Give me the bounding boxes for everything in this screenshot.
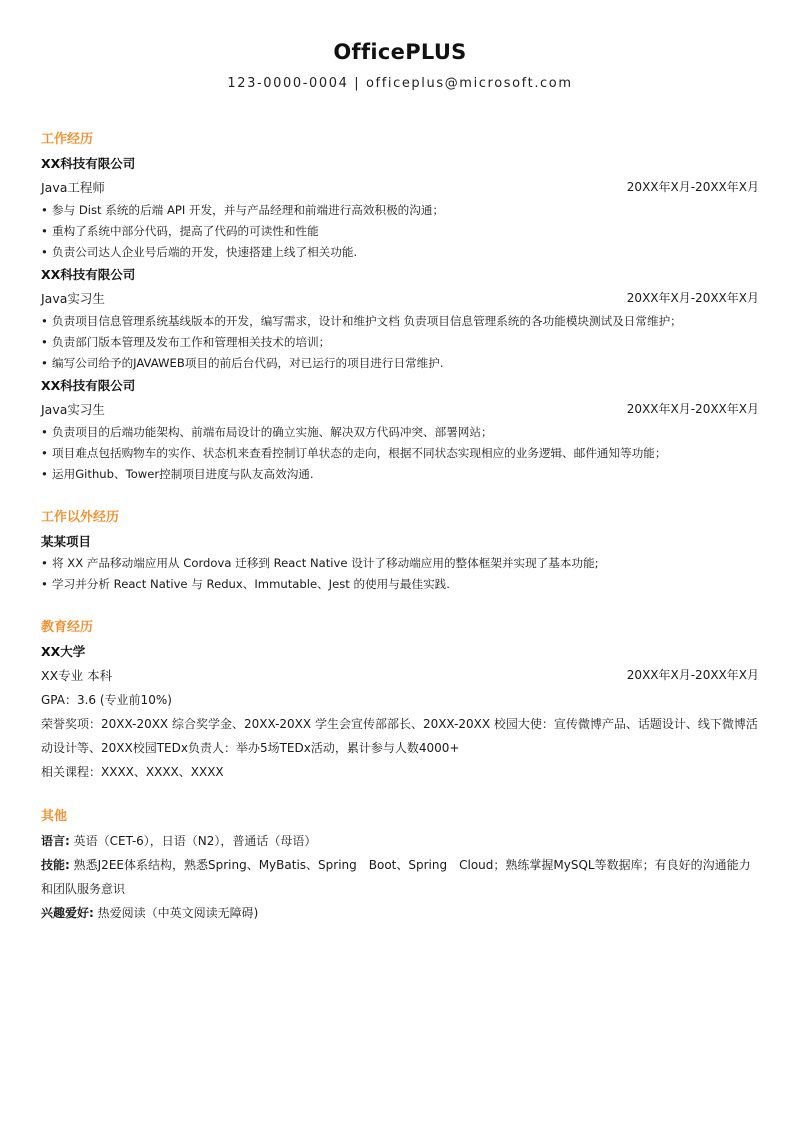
bullet-item: • 学习并分析 React Native 与 Redux、Immutable、Jest 的使用与最佳实践. xyxy=(41,577,450,591)
language-value: 英语（CET-6），日语（N2），普通话（母语） xyxy=(73,834,317,848)
bullet-item: • 负责项目信息管理系统基线版本的开发，编写需求，设计和维护文档 负责项目信息管理系统的各功能模块测试及日常维护； xyxy=(41,314,682,328)
skills-label: 技能: xyxy=(41,858,70,872)
job-entry xyxy=(41,263,759,374)
bullet-text: 重构了系统中部分代码，提高了代码的可读性和性能 xyxy=(52,224,319,238)
skills-block xyxy=(41,853,759,901)
job-role: Java实习生 xyxy=(41,291,105,306)
school-name: XX大学 xyxy=(41,644,86,659)
bullet-text: 将 XX 产品移动端应用从 Cordova 迁移到 React Native 设计了移动端应用的整体框架并实现了基本功能; xyxy=(52,556,599,570)
section-spacer xyxy=(41,784,759,805)
resume-content xyxy=(41,128,759,925)
bullet-item: • 运用Github、Tower控制项目进度与队友高效沟通. xyxy=(41,467,314,481)
bullet-item: • 编写公司给予的JAVAWEB项目的前后台代码，对已运行的项目进行日常维护. xyxy=(41,356,444,370)
section-title-education: 教育经历 xyxy=(41,620,94,635)
resume-name: OfficePLUS xyxy=(333,40,467,64)
bullet-item: • 参与 Dist 系统的后端 API 开发，并与产品经理和前端进行高效积极的沟通； xyxy=(41,203,445,217)
bullet-item: • 重构了系统中部分代码，提高了代码的可读性和性能 xyxy=(41,224,319,238)
job-date: 20XX年X月-20XX年X月 xyxy=(626,180,759,194)
bullet-text: 负责项目的后端功能架构、前端布局设计的确立实施、解决双方代码冲突、部署网站； xyxy=(52,425,493,439)
bullet-item: • 负责部门版本管理及发布工作和管理相关技术的培训； xyxy=(41,335,331,349)
job-date: 20XX年X月-20XX年X月 xyxy=(626,402,759,416)
job-bullets xyxy=(41,422,759,485)
section-spacer xyxy=(41,595,759,616)
project-bullets xyxy=(41,553,759,595)
bullet-text: 学习并分析 React Native 与 Redux、Immutable、Jest 的使用与最佳实践. xyxy=(52,577,450,591)
company-name: XX科技有限公司 xyxy=(41,378,136,393)
bullet-text: 运用Github、Tower控制项目进度与队友高效沟通. xyxy=(52,467,314,481)
bullet-text: 负责项目信息管理系统基线版本的开发，编写需求，设计和维护文档 负责项目信息管理系统的各功能模块测试及日常维护； xyxy=(52,314,682,328)
education-date: 20XX年X月-20XX年X月 xyxy=(626,668,759,682)
bullet-text: 项目难点包括购物车的实作、状态机来查看控制订单状态的走向，根据不同状态实现相应的业务逻辑、邮件通知等功能； xyxy=(52,446,667,460)
gpa-line: GPA：3.6 (专业前10%) xyxy=(41,693,172,707)
role-row xyxy=(41,397,759,422)
honors-text: 荣誉奖项：20XX-20XX 综合奖学金、20XX-20XX 学生会宣传部部长、20XX-20XX 校园大使：宣传微博产品、话题设计、线下微博活动设计等、20XX校园TEDx负责人：举办5场TEDx活动，累计参与人数4000+ xyxy=(41,717,758,755)
section-spacer xyxy=(41,485,759,506)
job-date: 20XX年X月-20XX年X月 xyxy=(626,291,759,305)
bullet-item: • 负责公司达人企业号后端的开发，快速搭建上线了相关功能. xyxy=(41,245,358,259)
section-title-extra: 工作以外经历 xyxy=(41,510,120,525)
bullet-text: 负责公司达人企业号后端的开发，快速搭建上线了相关功能. xyxy=(52,245,358,259)
role-row xyxy=(41,175,759,200)
bullet-item: • 将 XX 产品移动端应用从 Cordova 迁移到 React Native 设计了移动端应用的整体框架并实现了基本功能; xyxy=(41,556,599,570)
contact-line: 123-0000-0004 | officeplus@microsoft.com xyxy=(227,76,573,91)
job-entry xyxy=(41,152,759,263)
project-name: 某某项目 xyxy=(41,534,92,549)
hobby-value: 热爱阅读（中英文阅读无障碍) xyxy=(97,906,259,920)
job-entry xyxy=(41,374,759,485)
job-bullets xyxy=(41,311,759,374)
major-row xyxy=(41,663,759,688)
hobby-line xyxy=(41,901,759,925)
role-row xyxy=(41,286,759,311)
section-title-other: 其他 xyxy=(41,809,68,824)
skills-value: 熟悉J2EE体系结构，熟悉Spring、MyBatis、Spring Boot、Spring Cloud；熟练掌握MySQL等数据库；有良好的沟通能力和团队服务意识 xyxy=(41,858,751,896)
company-name: XX科技有限公司 xyxy=(41,267,136,282)
bullet-item: • 负责项目的后端功能架构、前端布局设计的确立实施、解决双方代码冲突、部署网站； xyxy=(41,425,493,439)
company-name: XX科技有限公司 xyxy=(41,156,136,171)
job-bullets xyxy=(41,200,759,263)
bullet-text: 负责部门版本管理及发布工作和管理相关技术的培训； xyxy=(52,335,331,349)
hobby-label: 兴趣爱好: xyxy=(41,906,94,920)
bullet-text: 编写公司给予的JAVAWEB项目的前后台代码，对已运行的项目进行日常维护. xyxy=(52,356,444,370)
section-title-work: 工作经历 xyxy=(41,132,94,147)
job-role: Java实习生 xyxy=(41,402,105,417)
bullet-text: 参与 Dist 系统的后端 API 开发，并与产品经理和前端进行高效积极的沟通； xyxy=(52,203,445,217)
bullet-item: • 项目难点包括购物车的实作、状态机来查看控制订单状态的走向，根据不同状态实现相应的业务逻辑、邮件通知等功能； xyxy=(41,446,667,460)
language-line xyxy=(41,829,759,853)
job-role: Java工程师 xyxy=(41,180,105,195)
language-label: 语言: xyxy=(41,834,70,848)
courses-line: 相关课程：XXXX、XXXX、XXXX xyxy=(41,765,224,779)
major: XX专业 本科 xyxy=(41,668,113,683)
